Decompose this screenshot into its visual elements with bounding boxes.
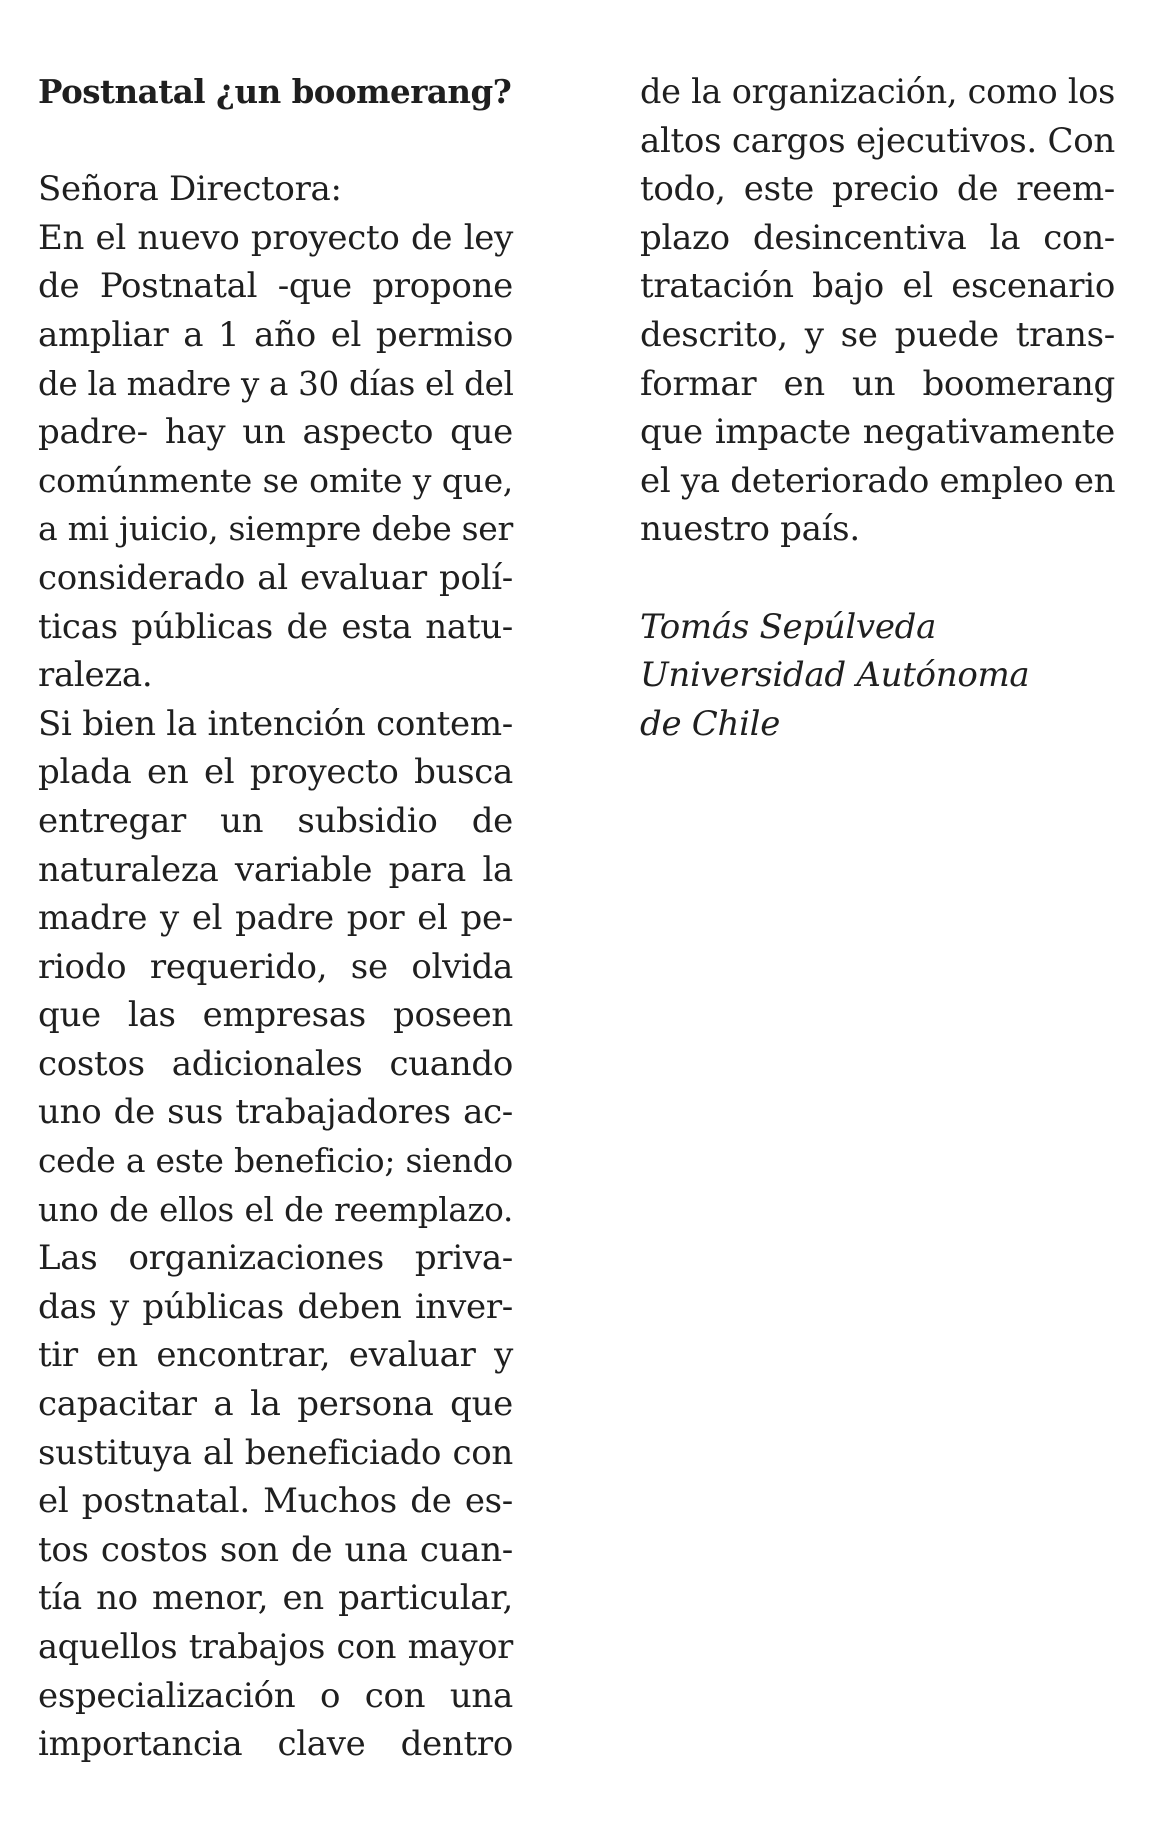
body-line: que las empresas poseen bbox=[38, 995, 513, 1036]
body-line: capacitar a la persona que bbox=[38, 1384, 513, 1425]
body-line: riodo requerido, se olvida bbox=[38, 946, 513, 987]
body-line: tir en encontrar, evaluar y bbox=[38, 1335, 513, 1376]
body-line: nuestro país. bbox=[640, 509, 860, 550]
body-line: formar en un boomerang bbox=[640, 363, 1115, 404]
body-line: ticas públicas de esta natu- bbox=[38, 606, 513, 647]
body-line: considerado al evaluar polí- bbox=[38, 557, 513, 598]
title-spacer bbox=[38, 117, 513, 166]
body-line: costos adicionales cuando bbox=[38, 1043, 513, 1084]
letter-left-column bbox=[38, 68, 513, 1769]
letter-salutation: Señora Directora: bbox=[38, 169, 342, 210]
body-line: descrito, y se puede trans- bbox=[640, 314, 1115, 355]
body-line: plazo desincentiva la con- bbox=[640, 217, 1115, 258]
body-line: padre- hay un aspecto que bbox=[38, 412, 513, 453]
body-line: comúnmente se omite y que, bbox=[38, 460, 513, 500]
body-line: el postnatal. Muchos de es- bbox=[38, 1481, 513, 1522]
body-line: ampliar a 1 año el permiso bbox=[38, 314, 513, 355]
body-line: el ya deteriorado empleo en bbox=[640, 460, 1116, 501]
body-line: altos cargos ejecutivos. Con bbox=[640, 120, 1115, 161]
signature-spacer bbox=[640, 554, 1115, 603]
body-line: cede a este beneficio; siendo bbox=[38, 1141, 513, 1181]
body-line: de la organización, como los bbox=[640, 72, 1115, 111]
body-line: naturaleza variable para la bbox=[38, 849, 513, 890]
body-line: tratación bajo el escenario bbox=[640, 266, 1115, 307]
body-line: aquellos trabajos con mayor bbox=[38, 1627, 513, 1666]
body-line: uno de sus trabajadores ac- bbox=[38, 1092, 513, 1133]
body-line: Las organizaciones priva- bbox=[38, 1238, 513, 1279]
signature-affiliation: Universidad Autónoma bbox=[640, 655, 1030, 696]
body-line: das y públicas deben inver- bbox=[38, 1286, 513, 1327]
body-line: sustituya al beneficiado con bbox=[38, 1432, 513, 1473]
body-line: especialización o con una bbox=[38, 1675, 513, 1716]
body-line: En el nuevo proyecto de ley bbox=[38, 217, 513, 258]
body-line: de la madre y a 30 días el del bbox=[38, 364, 514, 403]
body-line: plada en el proyecto busca bbox=[38, 752, 513, 793]
body-line: a mi juicio, siempre debe ser bbox=[38, 509, 513, 549]
body-line: madre y el padre por el pe- bbox=[38, 898, 513, 939]
body-line: Si bien la intención contem- bbox=[38, 703, 513, 744]
body-line: tos costos son de una cuan- bbox=[38, 1529, 513, 1570]
body-line: uno de ellos el de reemplazo. bbox=[38, 1190, 513, 1229]
body-line: todo, este precio de reem- bbox=[640, 169, 1115, 210]
signature-name: Tomás Sepúlveda bbox=[640, 606, 937, 647]
body-line: entregar un subsidio de bbox=[38, 800, 513, 841]
letter-right-column bbox=[640, 68, 1115, 748]
body-line: tía no menor, en particular, bbox=[38, 1578, 513, 1619]
body-line: que impacte negativamente bbox=[640, 412, 1115, 453]
body-line: raleza. bbox=[38, 655, 153, 696]
letter-title: Postnatal ¿un boomerang? bbox=[38, 72, 512, 111]
signature-affiliation: de Chile bbox=[640, 703, 781, 744]
body-line: de Postnatal -que propone bbox=[38, 266, 513, 307]
body-line: importancia clave dentro bbox=[38, 1724, 513, 1765]
